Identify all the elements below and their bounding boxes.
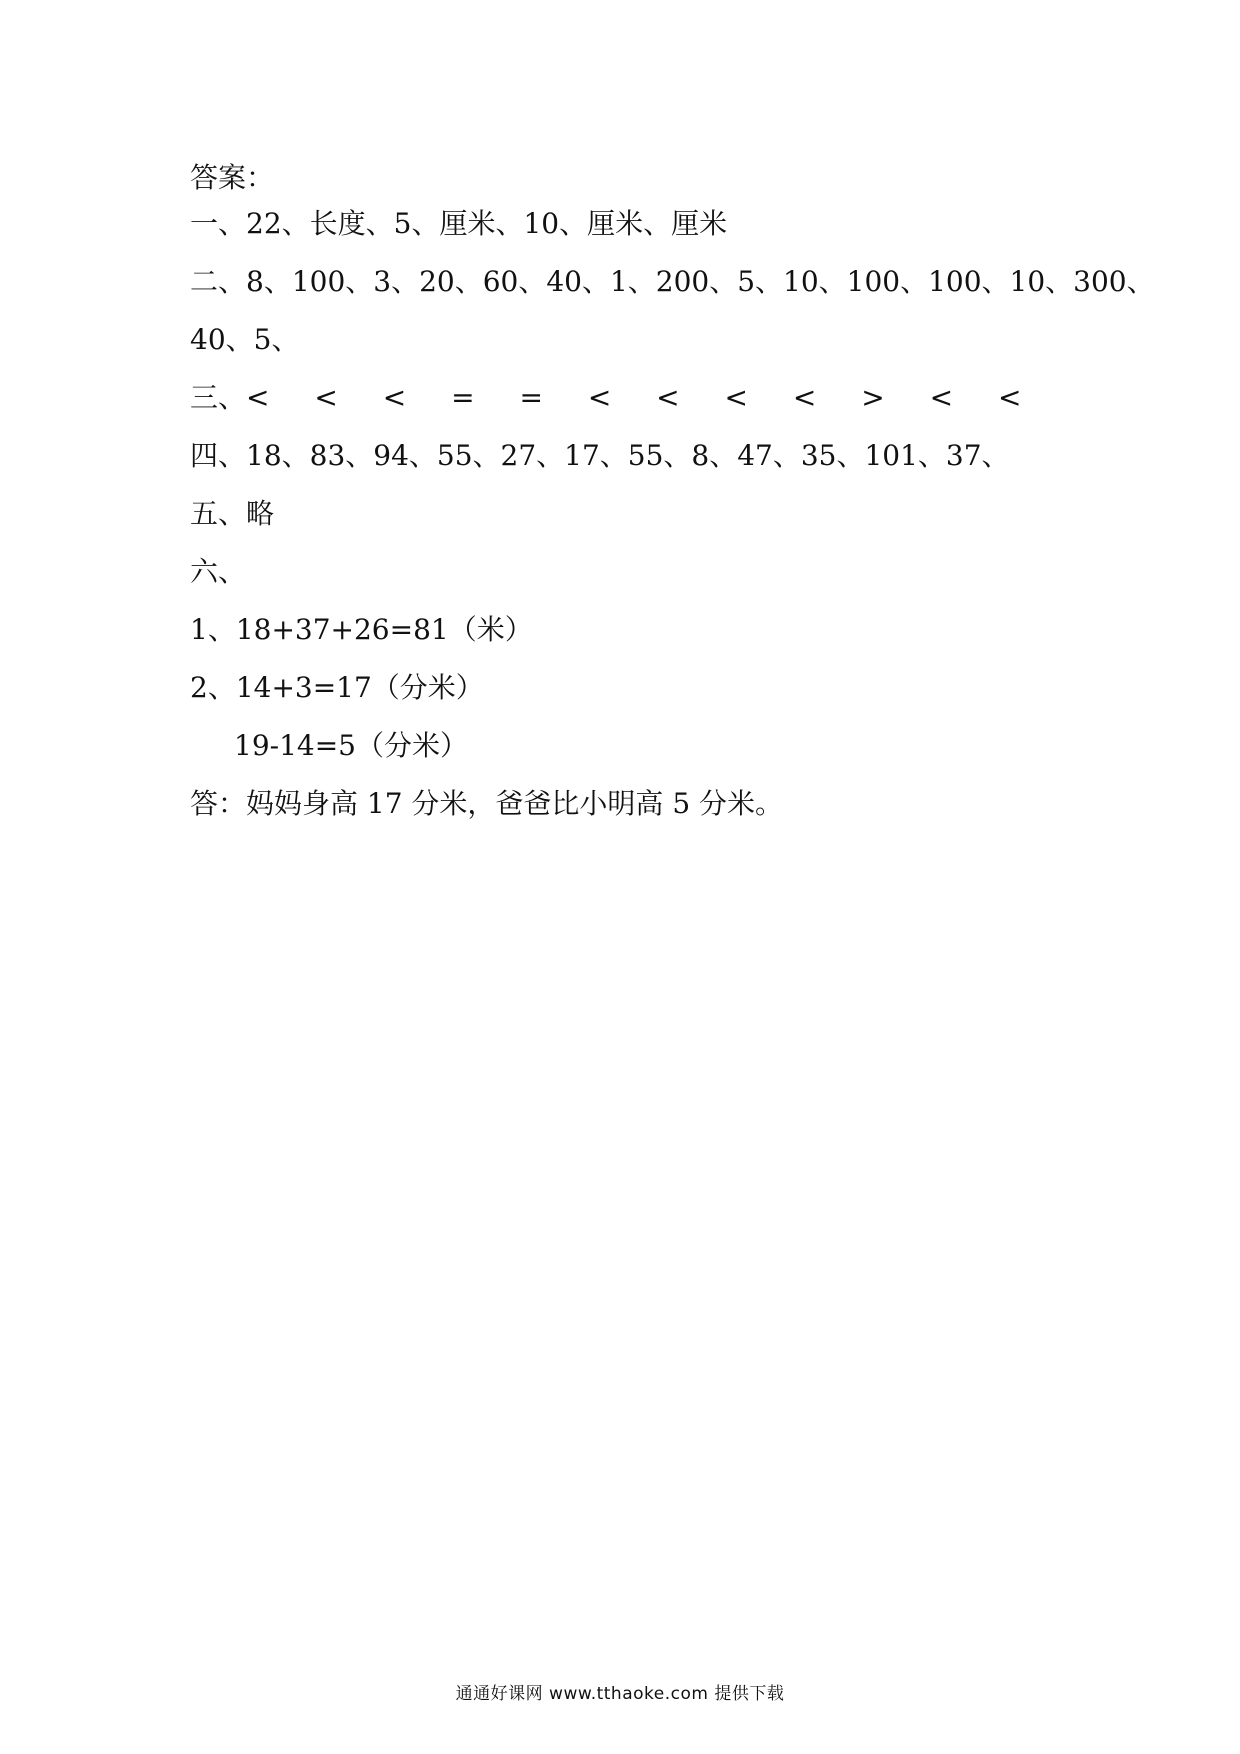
section-1-line: 一、22、长度、5、厘米、10、厘米、厘米 [190, 207, 728, 240]
section-5-line: 五、略 [190, 497, 275, 530]
section-3-prefix: 三、 [190, 381, 247, 414]
problem-1-line: 1、18+37+26=81（米） [190, 613, 533, 646]
section-4-line: 四、18、83、94、55、27、17、55、8、47、35、101、37、 [190, 439, 1010, 472]
section-3-comparison-symbols: < < < = = < < < < > < < [246, 381, 1040, 414]
problem-2-line-1: 2、14+3=17（分米） [190, 671, 484, 704]
section-2-line-1: 二、8、100、3、20、60、40、1、200、5、10、100、100、10、300、 [190, 265, 1155, 298]
final-answer-line: 答：妈妈身高 17 分米，爸爸比小明高 5 分米。 [190, 787, 784, 820]
section-6-heading: 六、 [190, 555, 247, 588]
section-2-line-2: 40、5、 [190, 323, 300, 356]
problem-2-line-2: 19-14=5（分米） [234, 729, 468, 762]
footer-watermark: 通通好课网 www.tthaoke.com 提供下载 [455, 1684, 785, 1704]
answers-heading: 答案： [190, 161, 275, 194]
section-3-line [190, 380, 1039, 416]
